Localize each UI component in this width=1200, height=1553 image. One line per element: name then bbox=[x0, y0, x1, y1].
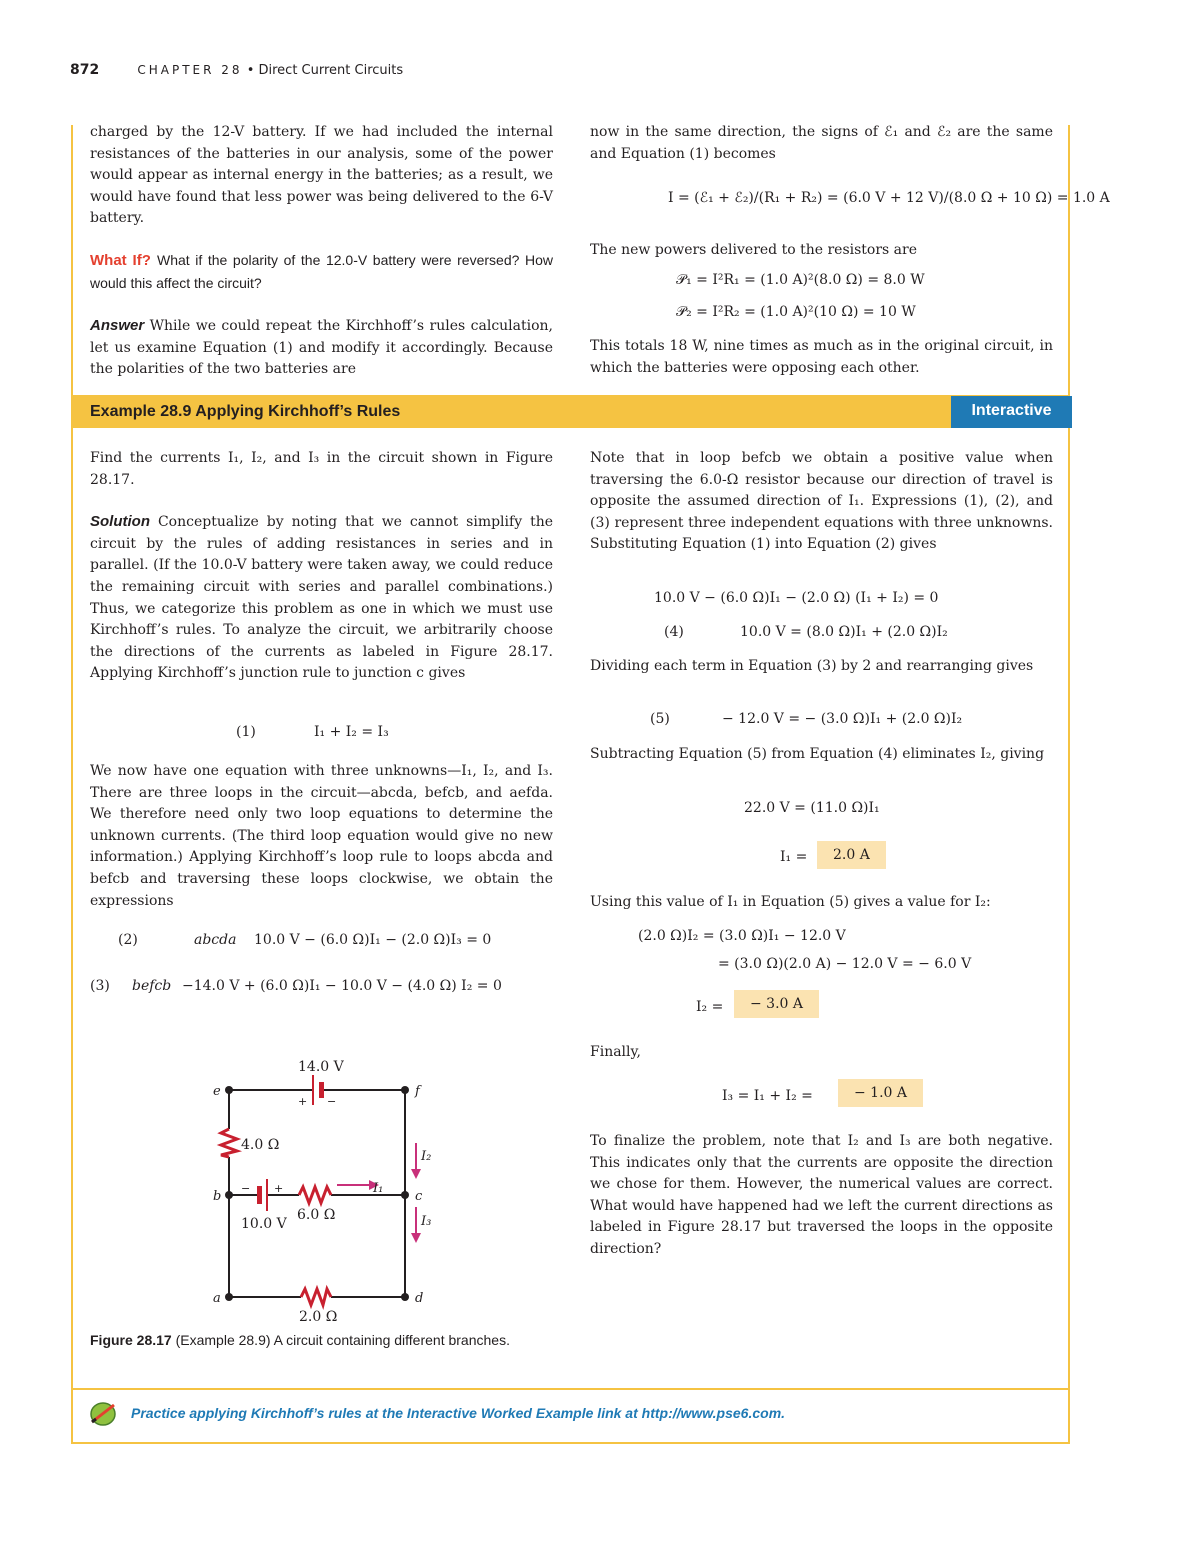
node-a-label: a bbox=[213, 1291, 221, 1306]
battery-10v-label: 10.0 V bbox=[241, 1216, 287, 1232]
answer-i2-value: − 3.0 A bbox=[734, 990, 819, 1018]
equation-3-loop: befcb bbox=[132, 978, 172, 994]
right-paragraph-3-wrap bbox=[590, 744, 1053, 766]
node-f bbox=[401, 1086, 409, 1094]
resistor-2ohm-label: 2.0 Ω bbox=[299, 1309, 338, 1325]
practice-link-text[interactable]: Practice applying Kirchhoff’s rules at the Interactive Worked Example link at http://www.pse6.com. bbox=[131, 1405, 786, 1421]
current-i1-label: I₁ bbox=[373, 1181, 384, 1196]
equation-current: I = (ℰ₁ + ℰ₂)/(R₁ + R₂) = (6.0 V + 12 V)/(8.0 Ω + 10 Ω) = 1.0 A bbox=[668, 190, 1110, 206]
node-e-label: e bbox=[213, 1084, 221, 1099]
equation-2-loop: abcda bbox=[194, 932, 237, 948]
equation-4: 10.0 V = (8.0 Ω)I₁ + (2.0 Ω)I₂ bbox=[740, 624, 948, 640]
solution-text: Conceptualize by noting that we cannot simplify the circuit by the rules of adding resistances in series and in parallel. (If the 10.0-V battery were taken away, we could reduce the remaining circuit with series and parallel combinations.) Thus, we categorize this problem as one in which we must use Kirchhoff’s rules. To analyze the circuit, we arbitrarily choose the directions of the currents as labeled in Figure 28.17. Applying Kirchhoff’s junction rule to junction c gives bbox=[90, 514, 553, 682]
right-paragraph-2-wrap bbox=[590, 656, 1053, 678]
battery-14v-short-plate bbox=[319, 1082, 324, 1098]
answer-i1 bbox=[817, 841, 886, 869]
pencil-icon bbox=[88, 1400, 118, 1428]
node-d bbox=[401, 1293, 409, 1301]
equation-i2-lhs: I₂ = bbox=[696, 999, 724, 1015]
node-c-label: c bbox=[415, 1189, 423, 1204]
what-if-paragraph bbox=[90, 250, 553, 295]
problem-statement: Find the currents I₁, I₂, and I₃ in the circuit shown in Figure 28.17. bbox=[90, 450, 553, 488]
equation-i2-step-2: = (3.0 Ω)(2.0 A) − 12.0 V = − 6.0 V bbox=[718, 956, 972, 972]
battery-14v-label: 14.0 V bbox=[298, 1059, 344, 1075]
equation-5-number: (5) bbox=[650, 711, 670, 727]
battery-10v-short-plate bbox=[257, 1186, 262, 1204]
battery-14v-minus: − bbox=[327, 1095, 337, 1108]
answer-label: Answer bbox=[90, 317, 145, 335]
right-paragraph-6-wrap bbox=[590, 1131, 1053, 1261]
equation-i1-solve: 22.0 V = (11.0 Ω)I₁ bbox=[744, 800, 880, 816]
solution-paragraph bbox=[90, 511, 553, 685]
top-left-column bbox=[90, 122, 553, 381]
equation-i1-lhs: I₁ = bbox=[780, 849, 808, 865]
answer-i2 bbox=[734, 990, 819, 1018]
right-paragraph-4: Using this value of I₁ in Equation (5) gives a value for I₂: bbox=[590, 894, 991, 910]
battery-10v-minus: − bbox=[241, 1182, 251, 1195]
top-right-paragraph-1: now in the same direction, the signs of ℰ₁ and ℰ₂ are the same and Equation (1) becomes bbox=[590, 124, 1053, 162]
top-right-powers-intro bbox=[590, 240, 1053, 262]
right-paragraph-5-wrap bbox=[590, 1042, 1053, 1064]
equation-power-1: 𝒫₁ = I²R₁ = (1.0 A)²(8.0 Ω) = 8.0 W bbox=[676, 272, 925, 288]
answer-i3 bbox=[838, 1079, 923, 1107]
resistor-6ohm bbox=[299, 1187, 331, 1203]
current-i2-arrow-head bbox=[411, 1169, 421, 1179]
main-right-column bbox=[590, 448, 1053, 556]
running-header bbox=[70, 62, 403, 78]
resistor-6ohm-label: 6.0 Ω bbox=[297, 1207, 336, 1223]
current-i3-arrow-head bbox=[411, 1233, 421, 1243]
chapter-title: • Direct Current Circuits bbox=[246, 63, 404, 78]
equation-1-number: (1) bbox=[236, 724, 256, 740]
chapter-label: CHAPTER 28 bbox=[137, 63, 243, 77]
node-d-label: d bbox=[415, 1291, 424, 1306]
right-paragraph-5: Finally, bbox=[590, 1044, 642, 1060]
equation-power-2: 𝒫₂ = I²R₂ = (1.0 A)²(10 Ω) = 10 W bbox=[676, 304, 916, 320]
node-b-label: b bbox=[213, 1189, 222, 1204]
example-title: Example 28.9 Applying Kirchhoff’s Rules bbox=[90, 403, 401, 420]
equation-1: I₁ + I₂ = I₃ bbox=[314, 724, 389, 740]
right-paragraph-3: Subtracting Equation (5) from Equation (4) eliminates I₂, giving bbox=[590, 746, 1045, 762]
answer-i3-value: − 1.0 A bbox=[838, 1079, 923, 1107]
equation-3-number: (3) bbox=[90, 978, 110, 994]
node-b bbox=[225, 1191, 233, 1199]
right-paragraph-2: Dividing each term in Equation (3) by 2 and rearranging gives bbox=[590, 658, 1034, 674]
node-a bbox=[225, 1293, 233, 1301]
current-i2-label: I₂ bbox=[421, 1149, 432, 1164]
top-right-column bbox=[590, 122, 1053, 165]
what-if-label: What If? bbox=[90, 251, 151, 269]
main-left-column bbox=[90, 448, 553, 685]
node-e bbox=[225, 1086, 233, 1094]
equation-5: − 12.0 V = − (3.0 Ω)I₁ + (2.0 Ω)I₂ bbox=[722, 711, 963, 727]
loops-paragraph-wrap bbox=[90, 761, 553, 912]
node-c bbox=[401, 1191, 409, 1199]
equation-3: −14.0 V + (6.0 Ω)I₁ − 10.0 V − (4.0 Ω) I₂ = 0 bbox=[182, 978, 502, 994]
solution-label: Solution bbox=[90, 513, 150, 531]
right-paragraph-1: Note that in loop befcb we obtain a positive value when traversing the 6.0-Ω resistor because our direction of travel is opposite the assumed direction of I₁. Expressions (1), (2), and (3) represent three independent equations with three unknowns. Substituting Equation (1) into Equation (2) gives bbox=[590, 450, 1053, 553]
equation-substituted: 10.0 V − (6.0 Ω)I₁ − (2.0 Ω) (I₁ + I₂) = 0 bbox=[654, 590, 939, 606]
top-right-paragraph-3: This totals 18 W, nine times as much as in the original circuit, in which the batteries were opposing each other. bbox=[590, 338, 1053, 376]
current-i3-label: I₃ bbox=[421, 1214, 432, 1229]
page-number: 872 bbox=[70, 62, 100, 78]
resistor-4ohm-label: 4.0 Ω bbox=[241, 1137, 280, 1153]
equation-i3-lhs: I₃ = I₁ + I₂ = bbox=[722, 1088, 813, 1104]
battery-10v-plus: + bbox=[274, 1182, 284, 1195]
what-if-text: What if the polarity of the 12.0-V battery were reversed? How would this affect the circuit? bbox=[90, 251, 553, 291]
resistor-4ohm bbox=[221, 1129, 237, 1157]
equation-2: 10.0 V − (6.0 Ω)I₁ − (2.0 Ω)I₃ = 0 bbox=[254, 932, 492, 948]
interactive-tag[interactable]: Interactive bbox=[951, 396, 1072, 428]
equation-4-number: (4) bbox=[664, 624, 684, 640]
loops-paragraph: We now have one equation with three unknowns—I₁, I₂, and I₃. There are three loops in the circuit—abcda, befcb, and aefda. We therefore need only two loop equations to determine the unknown currents. (The third loop equation would give no new information.) Applying Kirchhoff’s loop rule to loops abcda and befcb and traversing these loops clockwise, we obtain the expressions bbox=[90, 763, 553, 909]
figure-caption-label: Figure 28.17 bbox=[90, 1332, 172, 1348]
resistor-2ohm bbox=[301, 1289, 331, 1305]
top-left-paragraph: charged by the 12-V battery. If we had included the internal resistances of the batteries in our analysis, some of the power would appear as internal energy in the batteries; as a result, we would have found that less power was being delivered to the 6-V battery. bbox=[90, 124, 553, 227]
right-paragraph-6: To finalize the problem, note that I₂ and I₃ are both negative. This indicates only that the currents are opposite the direction we chose for them. However, the numerical values are correct. What would have happened had we left the current directions as labeled in Figure 28.17 but traversed the loops in the opposite direction? bbox=[590, 1133, 1053, 1257]
answer-i1-value: 2.0 A bbox=[817, 841, 886, 869]
equation-i2-step-1: (2.0 Ω)I₂ = (3.0 Ω)I₁ − 12.0 V bbox=[638, 928, 846, 944]
answer-text: While we could repeat the Kirchhoff’s rules calculation, let us examine Equation (1) and modify it accordingly. Because the polarities of the two batteries are bbox=[90, 318, 553, 378]
top-right-conclusion bbox=[590, 336, 1053, 379]
right-paragraph-4-wrap bbox=[590, 892, 1053, 914]
circuit-diagram bbox=[195, 1045, 455, 1325]
node-f-label: f bbox=[415, 1084, 420, 1099]
figure-caption-text: (Example 28.9) A circuit containing different branches. bbox=[175, 1332, 510, 1348]
answer-paragraph bbox=[90, 315, 553, 381]
figure-caption bbox=[90, 1330, 530, 1350]
equation-2-number: (2) bbox=[118, 932, 138, 948]
top-right-paragraph-2: The new powers delivered to the resistors are bbox=[590, 242, 918, 258]
battery-14v-plus: + bbox=[298, 1095, 308, 1108]
